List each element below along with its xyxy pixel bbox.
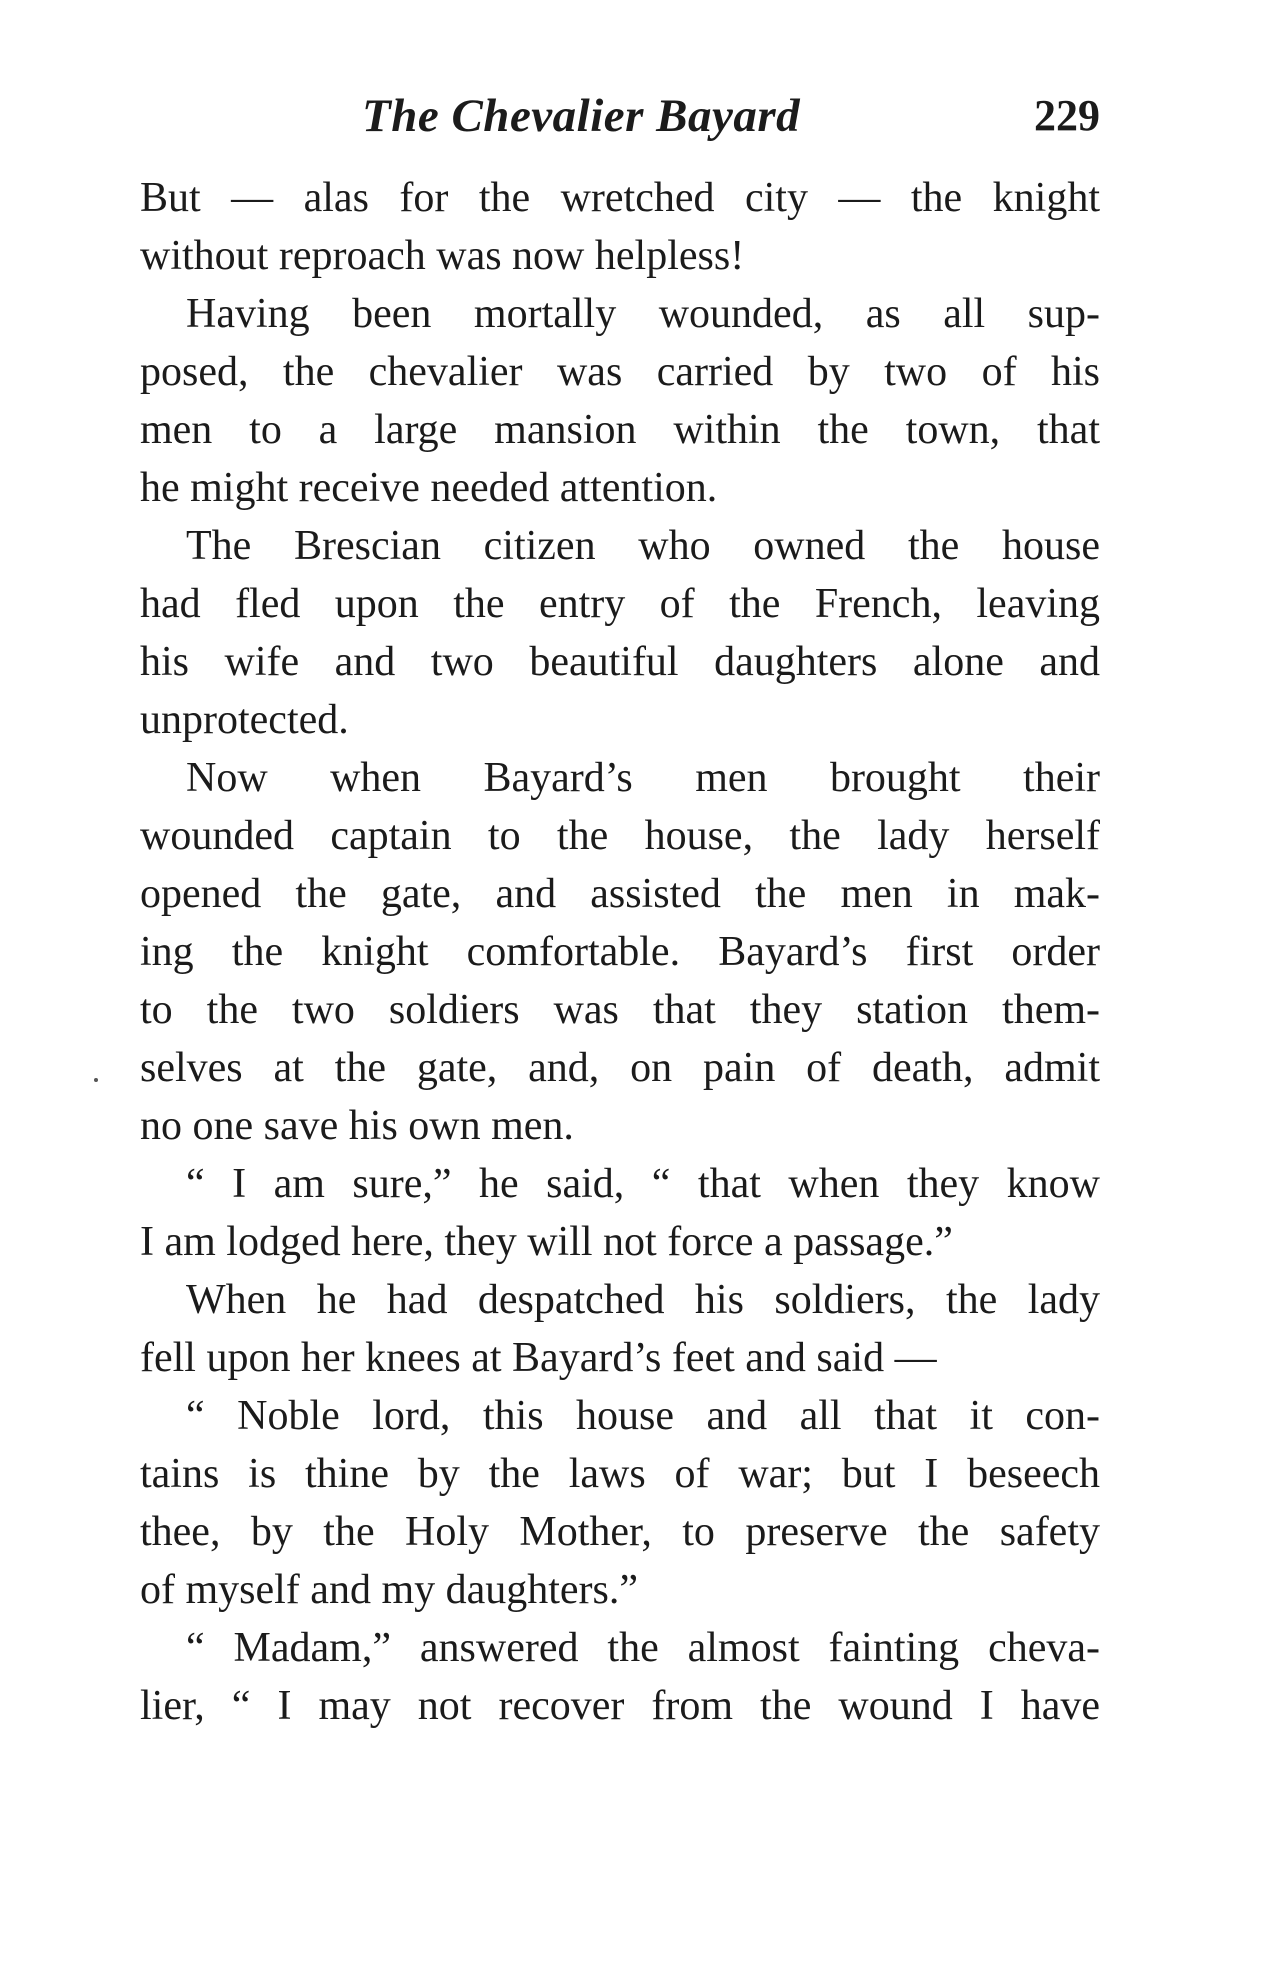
text-line: his wife and two beautiful daughters alone and <box>140 639 1100 685</box>
running-head <box>140 84 1100 148</box>
text-line: fell upon her knees at Bayard’s feet and said — <box>140 1335 937 1381</box>
text-line: wounded captain to the house, the lady herself <box>140 813 1100 859</box>
text-line: had fled upon the entry of the French, leaving <box>140 581 1100 627</box>
text-line: opened the gate, and assisted the men in mak- <box>140 871 1100 917</box>
text-line: without reproach was now helpless! <box>140 233 745 279</box>
text-line: But — alas for the wretched city — the knight <box>140 175 1100 221</box>
text-line: of myself and my daughters.” <box>140 1567 639 1613</box>
text-line: lier, “ I may not recover from the wound I have <box>140 1683 1100 1729</box>
text-line: men to a large mansion within the town, that <box>140 407 1100 453</box>
text-line: posed, the chevalier was carried by two of his <box>140 349 1100 395</box>
text-line: Having been mortally wounded, as all sup- <box>186 291 1100 337</box>
text-line: unprotected. <box>140 697 349 743</box>
body-text <box>140 169 1100 1735</box>
text-line: “ Noble lord, this house and all that it con- <box>186 1393 1100 1439</box>
text-line: ing the knight comfortable. Bayard’s first order <box>140 929 1100 975</box>
page-number: 229 <box>1034 91 1100 140</box>
text-line: I am lodged here, they will not force a passage.” <box>140 1219 953 1265</box>
text-line: Now when Bayard’s men brought their <box>186 755 1100 801</box>
text-line: thee, by the Holy Mother, to preserve the safety <box>140 1509 1100 1555</box>
text-line: selves at the gate, and, on pain of death, admit <box>140 1045 1100 1091</box>
text-line: to the two soldiers was that they station them- <box>140 987 1100 1033</box>
margin-mark <box>94 1078 98 1082</box>
text-line: The Brescian citizen who owned the house <box>186 523 1100 569</box>
text-line: When he had despatched his soldiers, the lady <box>186 1277 1100 1323</box>
text-line: tains is thine by the laws of war; but I beseech <box>140 1451 1100 1497</box>
running-title: The Chevalier Bayard <box>362 90 801 142</box>
text-line: no one save his own men. <box>140 1103 574 1149</box>
text-line: “ I am sure,” he said, “ that when they know <box>186 1161 1100 1207</box>
text-line: he might receive needed attention. <box>140 465 718 511</box>
text-line: “ Madam,” answered the almost fainting cheva- <box>186 1625 1100 1671</box>
